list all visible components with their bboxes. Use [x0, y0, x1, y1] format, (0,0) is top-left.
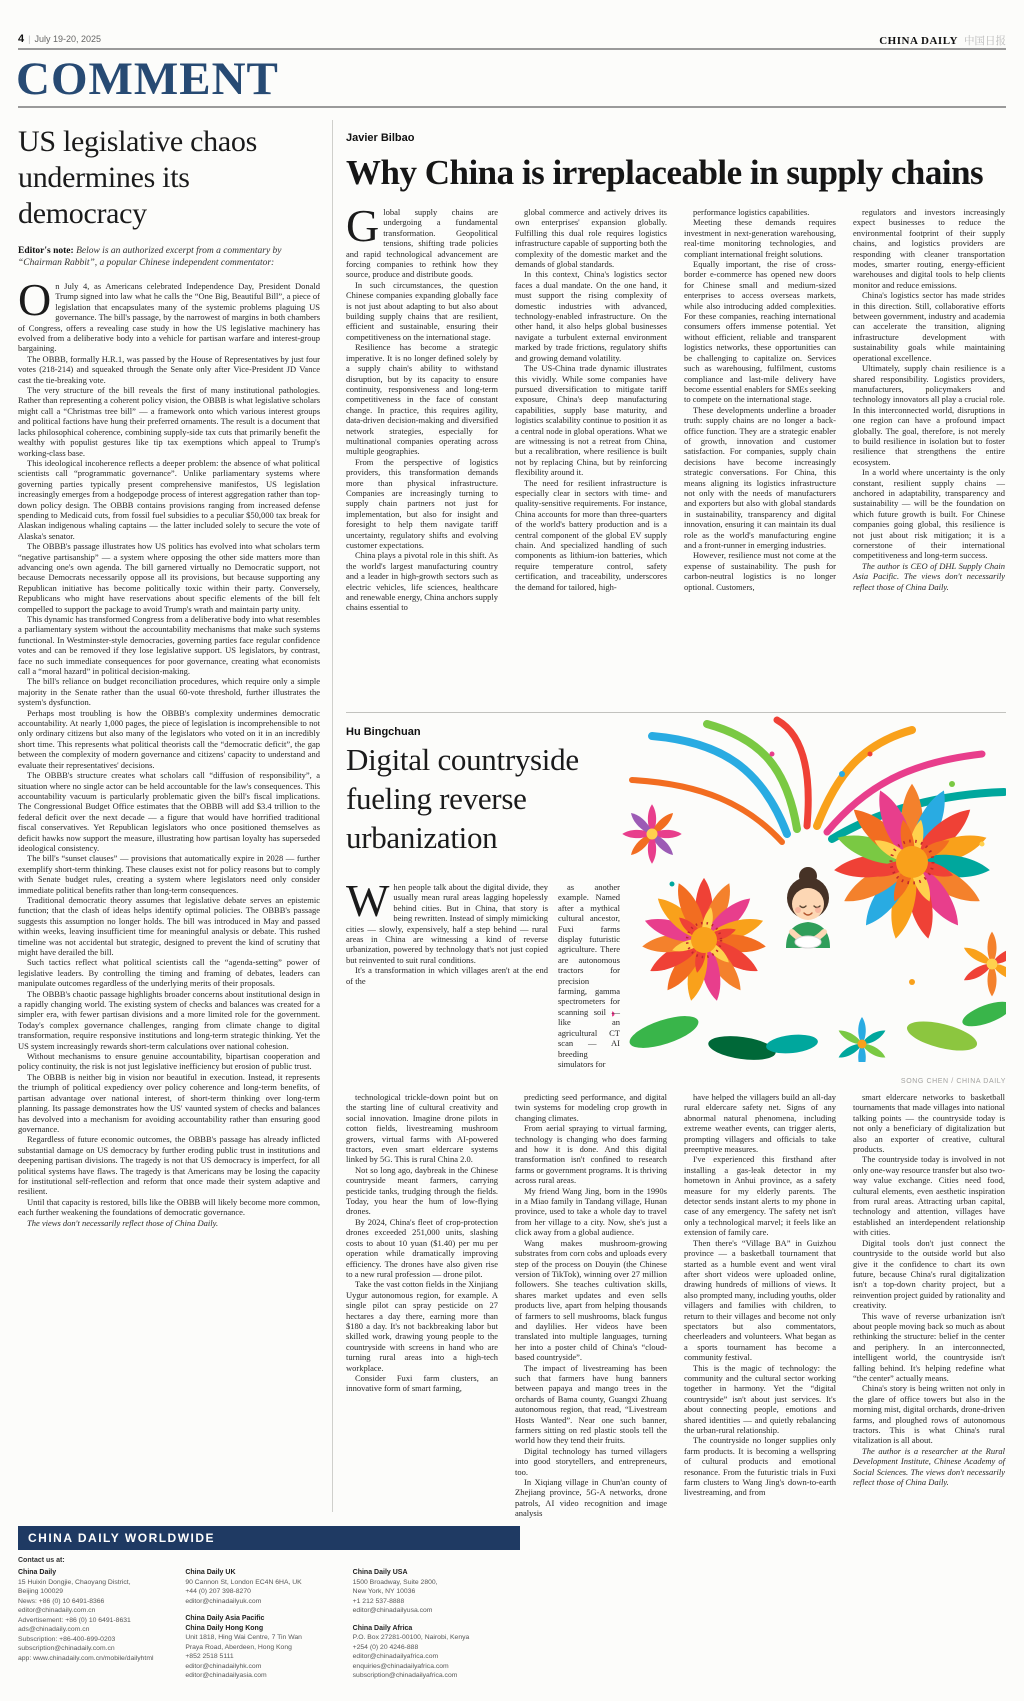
paragraph: as another example. Named after a mythical cultural ancestor, Fuxi farms display futuristic agriculture. There are autonomous tractors for precision farming, gamma spectrometers for scanning soil — like an agricultural CT scan — AI breeding simulators for [558, 882, 620, 1069]
paragraph-list [346, 965, 548, 986]
paragraph: technological trickle-down point but on the starting line of cultural creativity and social innovation. Imagine drone pilots in cotton fields, livestreaming mushroom growers, virtual farms with AI-powered tractors, even smart eldercare systems linked by 5G. This is rural China 2.0. [346, 1092, 498, 1165]
disclaimer: The views don't necessarily reflect those of China Daily. [27, 1217, 219, 1228]
paragraph: smart eldercare networks to basketball tournaments that made villages into national talking points — the countryside today is not only a beneficiary of digitalization but also an exporter of creative, cultural products. [853, 1092, 1005, 1155]
lead-text: n July 4, as Americans celebrated Independence Day, President Donald Trump signed into law what he calls the “One Big, Beautiful Bill”, a piece of legislation that encapsulates many of the systemic problems plaguing US governance. The bill's passage, by the narrowest of margins in both chambers of Congress, offers a revealing case study in how the US legislative machinery has evolved from a deliberative body into a vehicle for partisan warfare and interest-group bargaining. [18, 281, 320, 354]
paragraph: Until that capacity is restored, bills like the OBBB will likely become more common, each further weakening the foundations of democratic governance. [18, 1196, 320, 1218]
footer-office-line: Praya Road, Aberdeen, Hong Kong [185, 1643, 292, 1651]
footer-office-line: Subscription: +86-400-699-0203 [18, 1635, 116, 1643]
paragraph: Digital tools don't just connect the countryside to the outside world but also give it the confidence to chart its own future, because China's rural digitalization isn't a top-down charity project, but a reinvention project guided by rationality and creativity. [853, 1237, 1005, 1311]
footer-office-line: 15 Huixin Dongjie, Chaoyang District, [18, 1578, 131, 1586]
footer-office-line: 1500 Broadway, Suite 2800, [352, 1578, 438, 1586]
paragraph: In such circumstances, the question Chinese companies expanding globally face is not just about adapting to but also about building supply chains that are resilient, efficient and sustainable, ensuring their competitiveness on the international stage. [346, 279, 498, 342]
footer-banner: CHINA DAILY WORLDWIDE [18, 1526, 520, 1550]
paragraph: This dynamic has transformed Congress from a deliberative body into what resembles a parliamentary system without the accountability mechanisms that make such systems functional. In Westminster-style democracies, governing parties face regular confidence votes and can be removed if they lose legislative support. US legislators, by contrast, face no such immediate consequences for poor governance, creating what economists call a “moral hazard” in political decision-making. [18, 614, 320, 677]
article-us-legislative [18, 124, 320, 1228]
lead-paragraph [346, 200, 498, 280]
paragraph: This is the magic of technology: the community and the cultural sector working together in harmony. Yet the “digital countryside” isn't about just services. It's about connecting people, emotions and shared identities — and quietly rebalancing the urban-rural relationship. [684, 1362, 836, 1435]
paragraph: have helped the villagers build an all-day rural eldercare safety net. Signs of any abnormal natural phenomena, including extreme weather events, can trigger alerts, prompting villagers and officials to take preemptive measures. [684, 1092, 836, 1155]
paragraph: regulators and investors increasingly expect businesses to reduce the environmental footprint of their supply chains, and logistics providers are responding with cleaner transportation modes, smarter routing, energy-efficient warehouses and digital tools to help clients monitor and reduce emissions. [853, 207, 1005, 290]
paragraph: performance logistics capabilities. [693, 207, 810, 217]
paragraph: The OBBB's chaotic passage highlights broader concerns about institutional design in a rapidly changing world. The existing system of checks and balances was created for a simpler era, with fewer partisan divisions and a more limited role for the government. Today's complex governance challenges, ranging from climate change to digital transformation, require responsive institutions and long-term strategic thinking. Yet the US system increasingly rewards short-term calculations over national cohesion. [18, 988, 320, 1051]
paragraph: The bill's “sunset clauses” — provisions that automatically expire in 2028 — further exemplify short-term thinking. These clauses exist not for policy reasons but to comply with Senate budget rules, creating a system where legislators need only consider immediate political benefits rather than long-term consequences. [18, 853, 320, 895]
paragraph: Regardless of future economic outcomes, the OBBB's passage has already inflicted substantial damage on US democracy by further eroding public trust in institutions and deepening partisan divisions. The tragedy is not that US democracy is imperfect, for all political systems have flaws. The tragedy is that Americans may be losing the capacity for institutional self-reflection and reform that once made their system adaptive and resilient. [18, 1134, 320, 1197]
text-column-4 [853, 1092, 1005, 1487]
page-number: 4 [18, 33, 25, 45]
paragraph: The OBBB, formally H.R.1, was passed by the House of Representatives by just four votes (218-214) and squeaked through the Senate only after Vice-President JD Vance cast the tie-breaking vote. [18, 353, 320, 385]
footer-worldwide [18, 1526, 520, 1689]
footer-office-line: P.O. Box 27281-00100, Nairobi, Kenya [352, 1634, 470, 1641]
countryside-illustration [612, 714, 1006, 1062]
paragraph: Equally important, the rise of cross-border e-commerce has opened new doors for Chinese small and medium-sized enterprises to access overseas markets, while also introducing added complexities. For these companies, reaching international consumers offers immense potential. Yet without efficient, reliable and transparent logistics networks, these opportunities can be challenging to capitalize on. Services such as warehousing, fulfilment, customs compliance and last-mile delivery have become essential enablers for SMEs seeking to compete on the international stage. [684, 259, 836, 405]
paragraph: Resilience has become a strategic imperative. It is no longer defined solely by a supply chain's ability to withstand disruption, but by its capacity to ensure continuity, responsiveness and long-term competitiveness in the face of constant change. In practice, this requires agility, data-driven decision-making and diversified network strategies, especially for multinational companies operating across multiple geographies. [346, 342, 498, 457]
text-column-1 [346, 1092, 498, 1394]
footer-office-title: China Daily Asia Pacific [185, 1615, 265, 1622]
text-column-3 [684, 1092, 836, 1498]
paragraph-list [18, 354, 320, 1218]
paragraph: This wave of reverse urbanization isn't about people moving back so much as about rethinking the structure: belief in the center and periphery. In an interconnected, intelligent world, the countryside isn't falling behind. It's helping redefine what “the center” actually means. [853, 1310, 1005, 1383]
footer-office-line: Beijing 100029 [18, 1588, 63, 1595]
footer-office-line: News: +86 (0) 10 6491-8366 [18, 1597, 105, 1605]
article-byline: Javier Bilbao [346, 132, 415, 144]
article-headline: Digital countryside fueling reverse urbanization [346, 742, 579, 855]
footer-office-line: +1 212 537-8888 [352, 1597, 405, 1605]
footer-office-title: China Daily [18, 1569, 57, 1576]
footer-office-line: subscription@chinadailyafrica.com [352, 1672, 458, 1679]
footer-office-title: China Daily UK [185, 1569, 236, 1576]
footer-office-line: editor@chinadailyusa.com [352, 1607, 433, 1614]
brand-block [879, 33, 1006, 48]
paragraph: Then there's “Village BA” in Guizhou province — a basketball tournament that started as a humble event and went viral after short videos were uploaded online, drawing hundreds of millions of views. It also prompted many, including youths, older villagers and families with children, to return to their villages and become not only spectators but also commentators, cheerleaders and volunteers. What began as a sports tournament has become a community festival. [684, 1237, 836, 1363]
paragraph: It's a transformation in which villages aren't at the end of the [346, 965, 548, 986]
paragraph: Digital technology has turned villagers into good storytellers, and entrepreneurs, too. [515, 1445, 667, 1477]
paragraph-list [515, 207, 667, 592]
paragraph: The countryside no longer supplies only farm products. It is becoming a wellspring of cultural products and emotional resonance. From the futuristic trials in Fuxi farm clusters to Wang Jing's down-to-earth livestreaming, and from [684, 1435, 836, 1498]
masthead-rule [18, 106, 1006, 108]
article-columns [346, 200, 1006, 613]
footer-office-block [18, 1568, 175, 1663]
footer-office-title: China Daily Hong Kong [185, 1624, 264, 1632]
footer-column-2 [185, 1568, 352, 1689]
footer-office-block [185, 1614, 342, 1681]
paragraph: Wang makes mushroom-growing substrates from corn cobs and uploads every step of the process on Douyin (the Chinese version of TikTok), winning over 27 million followers. She teaches cultivation skills, shares market updates and even sells products live, apart from helping thousands of farmers to sell mushrooms, black fungus and daylilies. Her videos have been translated into multiple languages, turning her into a poster child of China's “cloud-based countryside”. [515, 1237, 667, 1363]
article-digital-countryside [346, 726, 1006, 1519]
paragraph: However, resilience must not come at the expense of sustainability. The push for carbon-neutral logistics is no longer optional. Customers, [684, 550, 836, 592]
footer-office-line: 90 Cannon St, London EC4N 6HA, UK [185, 1578, 302, 1586]
lead-text: hen people talk about the digital divide, they usually mean rural areas lagging hopelessly behind cities. But in China, that story is being rewritten. Instead of simply mimicking cities — slowly, expensively, half a step behind — rural areas in China are witnessing a kind of reverse urbanization, powered by technology that's not just copied but reinvented to suit rural conditions. [346, 882, 548, 965]
footer-office-title: China Daily USA [352, 1569, 408, 1576]
footer-office-line: +852 2518 5111 [185, 1653, 234, 1660]
lead-paragraph [18, 274, 320, 354]
footer-office-line: editor@chinadaily.com.cn [18, 1607, 96, 1614]
article-supply-chains [346, 132, 1006, 613]
paragraph: The OBBB is neither big in vision nor beautiful in execution. Instead, it represents the triumph of political expediency over policy coherence and long-term benefits, of partisan advantage over national interest, of short-term thinking over long-term planning. Its passage demonstrates how the US' vaunted system of checks and balances has devolved into a mechanism for avoiding accountability rather than ensuring good governance. [18, 1071, 320, 1134]
paragraph-list [853, 1092, 1005, 1446]
text-column-4 [853, 207, 1005, 613]
article-divider-rule [346, 712, 1006, 713]
footer-office-block [353, 1568, 510, 1616]
woman-figure [786, 867, 830, 948]
footer-contact-label: Contact us at: [18, 1557, 65, 1564]
paragraph: The bill's reliance on budget reconciliation procedures, which require only a simple majority in the Senate rather than the usual 60-vote threshold, further illustrates the system's dysfunction. [18, 676, 320, 708]
header-divider: | [28, 34, 31, 44]
footer-office-line: app: www.chinadaily.com.cn/mobile/dailyhtml [18, 1654, 154, 1662]
paragraph: Meeting these demands requires investment in next-generation warehousing, real-time monitoring technologies, and compliant international freight solutions. [684, 217, 836, 259]
footer-office-line: Unit 1818, Hing Wai Centre, 7 Tin Wan [185, 1634, 302, 1641]
paragraph: From the perspective of logistics providers, this transformation demands more than physical infrastructure. Companies are increasingly turning to supply chain partners not just for implementation, but also for insight and foresight to help them navigate tariff uncertainty, regulatory shifts and evolving customer expectations. [346, 456, 498, 550]
text-column-2 [515, 207, 667, 613]
brand-name: CHINA DAILY [879, 35, 958, 47]
paragraph: The need for resilient infrastructure is especially clear in sectors with time- and quality-sensitive requirements. For instance, China accounts for more than three-quarters of the world's battery production and is a central component of the global EV supply chain. And specialized handling of such components as lithium-ion batteries, which require temperature control, safety certification, and traceability, underscores the demand for tailored, high- [515, 477, 667, 592]
section-masthead: COMMENT [16, 53, 279, 105]
footer-office-line: +44 (0) 207 398-8270 [185, 1588, 251, 1595]
paragraph: Take the vast cotton fields in the Xinjiang Uygur autonomous region, for example. A single pilot can spray pesticide on 27 hectares a day there, earning more than $180 a day. It's not backbreaking labor but skilled work, drawing young people to the countryside with screens in hand who are turning rural areas into a high-tech workplace. [346, 1279, 498, 1373]
article-headline: US legislative chaos undermines its democracy [18, 125, 257, 230]
editors-note-label: Editor's note: [18, 246, 74, 256]
header-rule [18, 48, 1006, 50]
paragraph: Traditional democratic theory assumes that legislative debate serves an epistemic function; that the clash of ideas helps identify optimal policies. The OBBB's passage suggests this assumption no longer holds. The bill was introduced in May and passed within weeks, leaving insufficient time for meaningful analysis or debate. This rushed timeline was not accidental but strategic, designed to prevent the kind of scrutiny that might have derailed the bill. [18, 894, 320, 957]
footer-column-1 [18, 1568, 185, 1689]
text-column-top-1 [346, 875, 548, 986]
text-column-2 [515, 1092, 667, 1519]
paragraph: The impact of livestreaming has been such that farmers have hung banners between papaya and mango trees in the orchards of Bama county, Guangxi Zhuang autonomous region, that read, “Livestream Hosts Wanted”. Near one such banner, farmers sitting on red plastic stools tell the world how they tend their fruits. [515, 1362, 667, 1446]
paragraph: Without mechanisms to ensure genuine accountability, bipartisan cooperation and policy continuity, the risk is not just legislative inefficiency but erosion of public trust. [18, 1051, 320, 1072]
paragraph: Consider Fuxi farm clusters, an innovative form of smart farming, [346, 1372, 498, 1394]
footer-office-line: editor@chinadailyhk.com [185, 1662, 262, 1670]
paragraph-list [346, 1092, 498, 1394]
footer-office-line: subscription@chinadaily.com.cn [18, 1645, 115, 1652]
lead-text: lobal supply chains are undergoing a fundamental transformation. Geopolitical tensions, shifting trade policies and rapid technological advancement are forcing companies to rethink how they source, produce and distribute goods. [346, 207, 498, 280]
paragraph-list [346, 280, 498, 613]
paragraph: China plays a pivotal role in this shift. As the world's largest manufacturing country and a leader in high-growth sectors such as electric vehicles, life sciences, healthcare and renewable energy, China anchors supply chains essential to [346, 550, 498, 613]
footer-columns [18, 1568, 520, 1689]
paragraph: Not so long ago, daybreak in the Chinese countryside meant farmers, carrying pesticide tanks, trudging through the fields. Today, you hear the hum of low-flying drones. [346, 1164, 498, 1217]
paragraph: The countryside today is involved in not only one-way resource transfer but also two-way value exchange. Cities need food, cultural elements, even aesthetic inspiration from rural areas. Attracting urban capital, technology and attention, villages have established an interdependent relationship with cities. [853, 1154, 1006, 1238]
article-byline: Hu Bingchuan [346, 726, 421, 738]
paragraph: The OBBB's structure creates what scholars call “diffusion of responsibility”, a situation where no single actor can be held accountable for the law's consequences. This accountability vacuum is particularly problematic given the bill's fiscal implications. The Congressional Budget Office estimates that the OBBB will add $3.4 trillion to the federal deficit over the next decade — a figure that would have horrified traditional fiscal conservatives. Yet Republican legislators who once positioned themselves as deficit hawks now support the measure, illustrating how partisan loyalty has superseded ideological consistency. [18, 770, 320, 853]
footer-office-line: enquiries@chinadailyafrica.com [352, 1662, 449, 1670]
editors-note-text: Below is an authorized excerpt from a commentary by “Chairman Rabbit”, a popular Chinese independent commentator: [18, 246, 282, 268]
paragraph: By 2024, China's fleet of crop-protection drones exceeded 251,000 units, slashing costs to about 10 yuan ($1.40) per mu per operation while dramatically improving efficiency. The drones have also given rise to a new rural profession — drone pilot. [346, 1216, 498, 1279]
paragraph: Such tactics reflect what political scientists call the “agenda-setting” power of legislative leaders. By controlling the timing and framing of debates, leaders can manipulate outcomes regardless of the underlying merits of their proposals. [18, 957, 320, 989]
paragraph-list [684, 1092, 836, 1498]
text-column-3 [684, 207, 836, 613]
paragraph: This ideological incoherence reflects a deeper problem: the absence of what political scientists call “programmatic governance”. Unlike parliamentary systems where governing parties typically present comprehensive manifestos, US legislation increasingly emerges from a hodgepodge process of interest aggregation rather than top-down policy design. The OBBB contains provisions ranging from increased defense spending to Medicaid cuts, from fossil fuel subsidies to a peculiar $50,000 tax break for Alaskan indigenous whaling captains — the latter included solely to secure the vote of Alaska's senator. [18, 457, 320, 541]
paragraph: These developments underline a broader truth: supply chains are no longer a back-office function. They are a strategic enabler of growth, innovation and customer satisfaction. For companies, supply chain decisions have become increasingly strategic conversations. For China, this means aligning its logistics infrastructure not only with the needs of manufacturers and exporters but also with global standards in sustainability, transparency and digital innovation, ensuring it can maintain its dual role as the world's manufacturing engine and a front-runner in emerging industries. [684, 404, 836, 550]
paragraph: In a world where uncertainty is the only constant, resilient supply chains — anchored in adaptability, transparency and sustainability — will be the foundation on which future growth is built. For Chinese companies going global, this resilience is not just about risk mitigation; it is a cornerstone of their international competitiveness and long-term success. [853, 467, 1005, 561]
paragraph-list [515, 1092, 667, 1519]
author-note: The author is a researcher at the Rural Development Institute, Chinese Academy of Social Sciences. The views don't necessarily reflect those of China Daily. [853, 1445, 1005, 1488]
text-column-1 [346, 200, 498, 613]
article-body [18, 274, 320, 1228]
page-header-meta [18, 33, 101, 45]
editors-note [18, 245, 320, 269]
drop-cap: O [18, 274, 52, 325]
paragraph-list [558, 882, 620, 1069]
lead-paragraph [346, 875, 548, 965]
paragraph: predicting seed performance, and digital twin systems for modeling crop growth in changing climates. [515, 1092, 667, 1123]
paragraph-list [853, 207, 1005, 561]
footer-office-title: China Daily Africa [352, 1624, 413, 1632]
text-column-top-2 [558, 882, 620, 1069]
paragraph: In Xiqiang village in Chun'an county of Zhejiang province, 5G-A networks, drone patrols, AI video recognition and image analysis [515, 1477, 667, 1519]
paragraph: My friend Wang Jing, born in the 1990s in a Miao family in Tandang village, Hunan province, used to take a whole day to travel from her village to a city. Now, she's just a click away from a global audience. [515, 1185, 667, 1238]
paragraph: global commerce and actively drives its own enterprises' expansion globally. Fulfilling this dual role requires logistics infrastructure capable of supporting both the complexity of the domestic market and the demands of global standards. [515, 207, 667, 270]
footer-office-line: ads@chinadaily.com.cn [18, 1626, 90, 1633]
drop-cap: W [346, 875, 390, 926]
footer-office-line: Advertisement: +86 (0) 10 6491-8631 [18, 1616, 131, 1624]
article-headline: Why China is irreplaceable in supply chains [346, 153, 984, 192]
paragraph: China's logistics sector has made strides in this direction. Still, collaborative efforts between government, industry and academia can accelerate the transition, aligning infrastructure development with sustainability goals while maintaining operational excellence. [853, 290, 1005, 363]
brand-name-cn: 中国日报 [964, 36, 1006, 47]
paragraph: China's story is being written not only in the glare of office towers but also in the morning mist, digital orchards, drone-driven farms, and ploughed rows of autonomous tractors. This is what China's rural vitalization is all about. [853, 1383, 1005, 1446]
drop-cap: G [346, 200, 380, 251]
column-rule-vertical [332, 120, 333, 1512]
paragraph: The US-China trade dynamic illustrates this vividly. While some companies have pursued diversification to mitigate tariff exposure, China's deep manufacturing capabilities, supply base maturity, and logistics scalability continue to position it as a central node in global operations. What we are witnessing is not a retreat from China, but a recalibration, where resilience is built not by replacing China, but by reinforcing flexibility around it. [515, 363, 667, 478]
footer-office-line: +254 (0) 20 4246-888 [352, 1643, 419, 1651]
paragraph: The OBBB's passage illustrates how US politics has evolved into what scholars term “negative partisanship” — a system where opposing the other side matters more than advancing one's own agenda. The bill garnered virtually no Democratic support, not because Democrats necessarily oppose all its provisions, but because supporting any Republican initiative has become politically toxic within their party. Conversely, Republicans who might have reservations about specific elements of the bill felt compelled to support the package to avoid Trump's wrath and maintain party unity. [18, 541, 320, 614]
illustration-caption: SONG CHEN / CHINA DAILY [900, 1078, 1006, 1085]
paragraph: Ultimately, supply chain resilience is a shared responsibility. Logistics providers, manufacturers, policymakers and technology innovators all play a crucial role. In this interconnected world, disruptions in one region can have a profound impact globally. The goal, therefore, is not merely to build resilience in isolation but to foster resilience that strengthens the entire ecosystem. [853, 363, 1005, 467]
paragraph: From aerial spraying to virtual farming, technology is changing who does farming and how it is done. And this digital transformation isn't confined to research farms or government programs. It is thriving across rural areas. [515, 1123, 667, 1186]
footer-office-line: editor@chinadailyasia.com [185, 1672, 267, 1679]
footer-office-line: New York, NY 10036 [352, 1588, 416, 1595]
footer-office-block [353, 1624, 510, 1681]
paragraph: The very structure of the bill reveals the first of many institutional pathologies. Rather than representing a coherent policy vision, the OBBB is what legislative scholars might call a “Christmas tree bill” — a framework onto which various interest groups and political factions have hung their preferred ornaments. The result is a document that lacks philosophical coherence, combining supply-side tax cuts that primarily benefit the wealthy with populist gestures like tip tax exemptions which appeal to Trump's working-class base. [18, 385, 320, 458]
footer-office-line: editor@chinadailyafrica.com [352, 1653, 439, 1660]
footer-office-line: editor@chinadailyuk.com [185, 1597, 262, 1605]
paragraph-list [684, 207, 836, 592]
issue-date: July 19-20, 2025 [34, 34, 102, 44]
footer-office-block [185, 1568, 342, 1606]
paragraph: Perhaps most troubling is how the OBBB's complexity undermines democratic accountability. At nearly 1,000 pages, the piece of legislation is incomprehensible to not only ordinary citizens but also many of the legislators who voted on it in an incredibly short time. This represents what political theorists call the “democratic deficit”, the gap between the complexity of modern governance and citizens' capacity to understand and evaluate their representatives' decisions. [18, 707, 320, 770]
paragraph: In this context, China's logistics sector faces a dual mandate. On the one hand, it must support the rising complexity of domestic industries with advanced, technology-enabled infrastructure. On the other hand, it also helps global businesses navigate a turbulent external environment marked by trade frictions, regulatory shifts and growing demand volatility. [515, 269, 667, 363]
author-note: The author is CEO of DHL Supply Chain Asia Pacific. The views don't necessarily reflect those of China Daily. [853, 560, 1005, 592]
paragraph: I've experienced this firsthand after installing a gas-leak detector in my hometown in Anhui province, as a safety measure for my elderly parents. The detector sends instant alerts to my phone in case of any emergency. The safety net isn't only a technological marvel; it feels like an extension of family care. [684, 1154, 836, 1238]
footer-column-3 [353, 1568, 520, 1689]
